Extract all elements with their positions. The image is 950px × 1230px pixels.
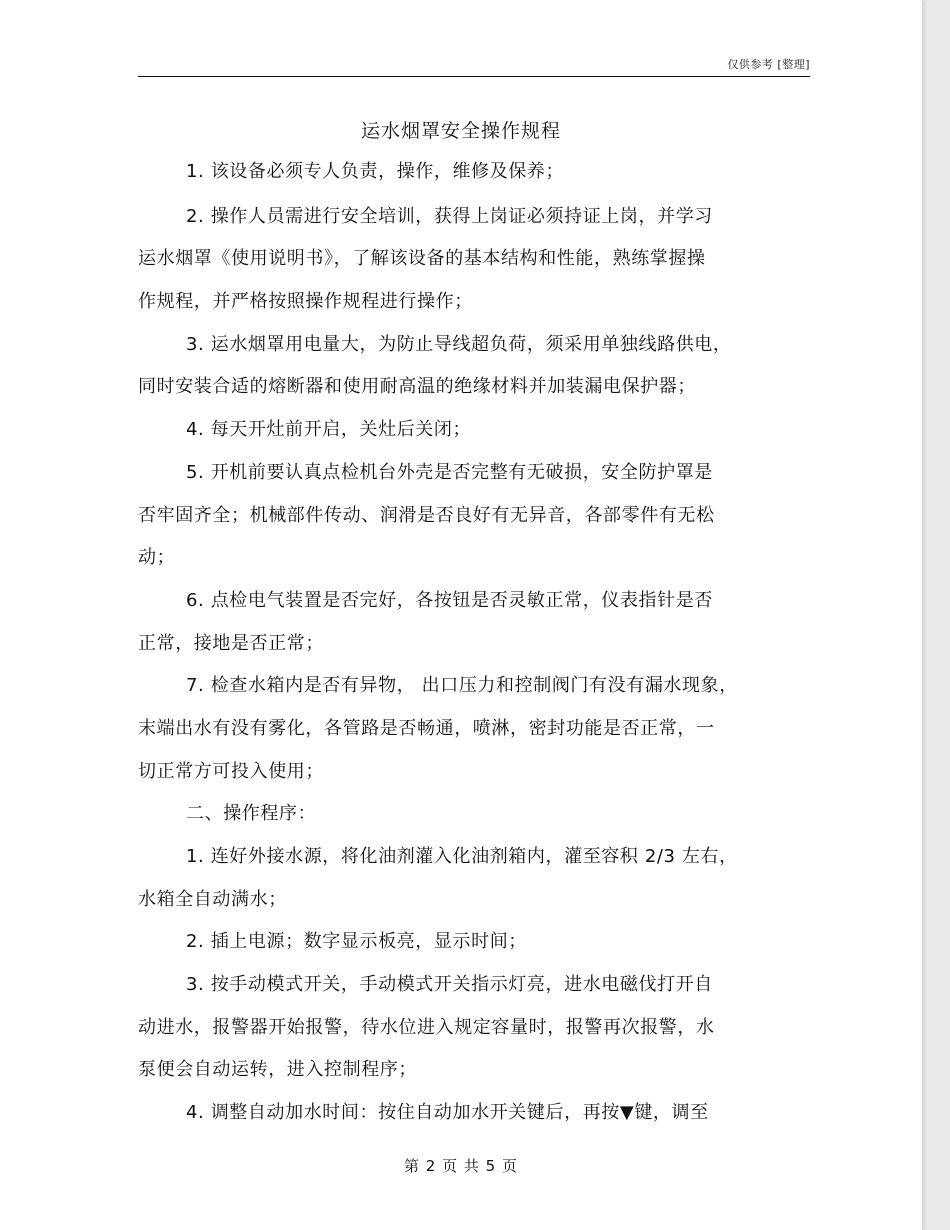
text-line: 6. 点检电气装置是否完好，各按钮是否灵敏正常，仪表指针是否 [186,590,713,611]
section-heading: 二、操作程序： [186,803,317,824]
text-line: 切正常方可投入使用； [138,761,324,782]
text-line: 末端出水有没有雾化，各管路是否畅通，喷淋，密封功能是否正常，一 [138,718,715,739]
text-line: 2. 操作人员需进行安全培训，获得上岗证必须持证上岗，并学习 [186,206,713,227]
text-line: 水箱全自动满水； [138,889,287,910]
text-line: 4. 每天开灶前开启，关灶后关闭； [186,419,472,440]
text-line: 2. 插上电源；数字显示板亮，显示时间； [186,931,527,952]
text-line: 否牢固齐全；机械部件传动、润滑是否良好有无异音，各部零件有无松 [138,505,715,526]
text-line: 1. 连好外接水源，将化油剂灌入化油剂箱内，灌至容积 2/3 左右， [186,846,738,867]
text-line: 动； [138,547,176,568]
header-rule [138,76,810,77]
text-line: 动进水，报警器开始报警，待水位进入规定容量时，报警再次报警，水 [138,1017,715,1038]
text-line: 5. 开机前要认真点检机台外壳是否完整有无破损，安全防护罩是 [186,462,713,483]
text-line: 3. 按手动模式开关，手动模式开关指示灯亮，进水电磁伐打开自 [186,974,713,995]
text-line: 1. 该设备必须专人负责，操作，维修及保养； [186,161,565,182]
text-line: 4. 调整自动加水时间：按住自动加水开关键后，再按▼键，调至 [186,1102,709,1123]
document-title: 运水烟罩安全操作规程 [360,120,561,142]
text-line: 运水烟罩《使用说明书》，了解该设备的基本结构和性能，熟练掌握操 [138,248,706,269]
text-line: 作规程，并严格按照操作规程进行操作； [138,291,473,312]
header-note: 仅供参考 [整理] [727,58,810,71]
text-line: 7. 检查水箱内是否有异物， 出口压力和控制阀门有没有漏水现象， [186,675,738,696]
page-number: 第 2 页 共 5 页 [404,1157,518,1175]
text-line: 3. 运水烟罩用电量大，为防止导线超负荷，须采用单独线路供电， [186,334,732,355]
text-line: 同时安装合适的熔断器和使用耐高温的绝缘材料并加装漏电保护器； [138,376,696,397]
text-line: 泵便会自动运转，进入控制程序； [138,1059,417,1080]
text-line: 正常，接地是否正常； [138,633,324,654]
